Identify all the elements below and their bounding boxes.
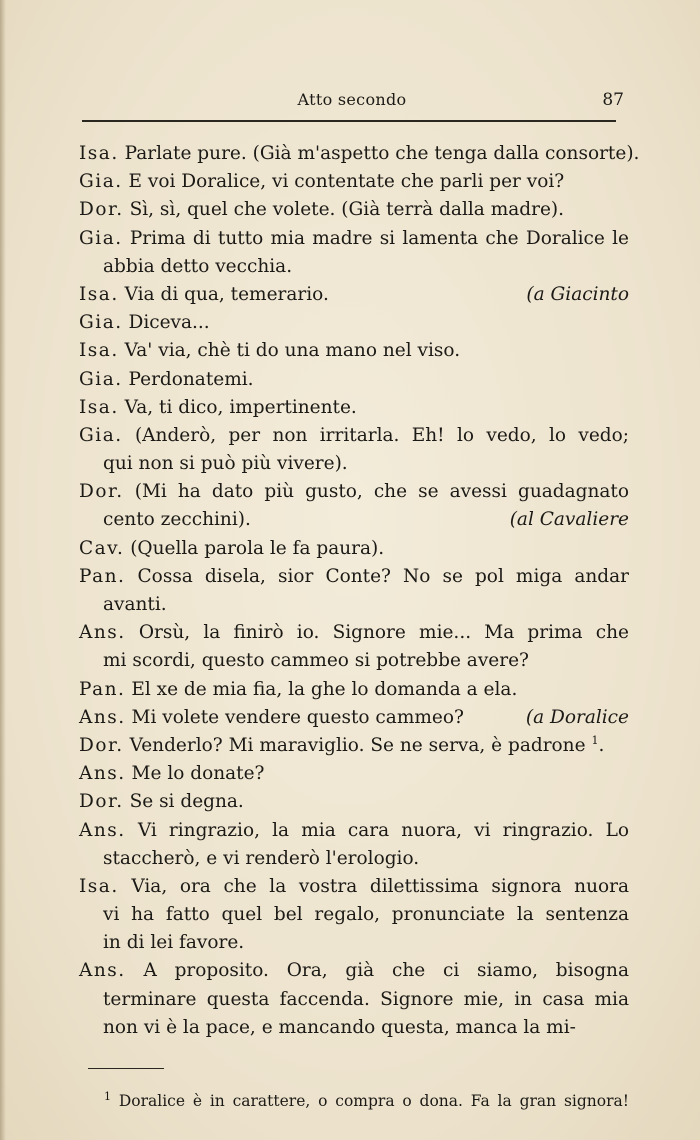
- dialogue-line: [79, 873, 629, 901]
- speech-text: E voi Doralice, vi contentate che parli per voi?: [128, 171, 565, 193]
- speaker-name: Gia.: [79, 312, 123, 334]
- speech-text: Via, ora che la vostra dilettissima signora nuora: [131, 875, 629, 897]
- header-rule: [82, 120, 616, 122]
- dialogue-continuation: [79, 845, 629, 873]
- speech-text: cento zecchini).: [103, 509, 251, 531]
- dialogue-line: [79, 225, 629, 253]
- speech-text: qui non si può più vivere).: [103, 453, 348, 475]
- stage-direction: (al Cavaliere: [509, 509, 629, 531]
- stage-direction: (a Giacinto: [526, 283, 629, 305]
- stage-direction: (a Doralice: [525, 706, 629, 728]
- speaker-name: Isa.: [79, 875, 119, 897]
- speech-text: Va, ti dico, impertinente.: [124, 396, 357, 418]
- dialogue-line: [79, 140, 640, 168]
- speaker-name: Dor.: [79, 481, 124, 503]
- speech-text: terminare questa faccenda. Signore mie, in casa mia: [103, 988, 629, 1010]
- dialogue-continuation: [79, 901, 629, 929]
- speech-text: Parlate pure. (Già m'aspetto che tenga dalla consorte).: [124, 143, 640, 164]
- dialogue-continuation: [79, 986, 629, 1014]
- dialogue-continuation: [79, 506, 629, 534]
- speech-text: Mi volete vendere questo cammeo?: [131, 706, 464, 728]
- speech-text: Prima di tutto mia madre si lamenta che Doralice le: [129, 227, 629, 249]
- speaker-name: Dor.: [79, 791, 124, 813]
- dialogue-line: [79, 422, 629, 450]
- dialogue-line: [79, 563, 629, 591]
- speech-text: Via di qua, temerario.: [124, 283, 329, 305]
- dialogue-line: [79, 394, 629, 422]
- dialogue-line: [79, 704, 629, 732]
- running-head: Atto secondo: [297, 90, 407, 109]
- dialogue-continuation: [79, 253, 629, 281]
- speaker-name: Cav.: [79, 537, 125, 559]
- dialogue-line: [79, 760, 629, 788]
- speaker-name: Isa.: [79, 283, 119, 305]
- page-edge: [0, 0, 6, 1140]
- dialogue-line: [79, 817, 629, 845]
- speech-text: Vi ringrazio, la mia cara nuora, vi ringrazio. Lo: [137, 819, 629, 841]
- dialogue-line: [79, 535, 629, 563]
- dialogue-continuation: [79, 647, 629, 675]
- speaker-name: Gia.: [79, 368, 123, 390]
- speech-text: Me lo donate?: [131, 763, 265, 785]
- footnote: [104, 1089, 629, 1110]
- dialogue-line: [79, 788, 629, 816]
- speech-text: (Mi ha dato più gusto, che se avessi guadagnato: [134, 481, 629, 503]
- speaker-name: Isa.: [79, 143, 119, 164]
- dialogue-line: [79, 168, 629, 196]
- speaker-name: Ans.: [79, 622, 126, 644]
- dialogue-continuation: [79, 1014, 629, 1042]
- speaker-name: Gia.: [79, 171, 123, 193]
- speech-text: Se si degna.: [129, 791, 244, 813]
- dialogue-line: [79, 478, 629, 506]
- speaker-name: Gia.: [79, 424, 123, 446]
- speech-text: in di lei favore.: [103, 932, 245, 954]
- speech-text: vi ha fatto quel bel regalo, pronunciate la sentenza: [103, 904, 629, 926]
- speech-text: Orsù, la finirò io. Signore mie... Ma prima che: [138, 622, 629, 644]
- speech-text: Diceva...: [128, 312, 210, 334]
- dialogue-line: [79, 676, 629, 704]
- dialogue-line: [79, 957, 629, 985]
- speech-text: Perdonatemi.: [128, 368, 254, 390]
- dialogue-line: Dor. Venderlo? Mi maraviglio. Se ne serva, è padrone $^1$.: [79, 733, 605, 756]
- speech-text: (Quella parola le fa paura).: [130, 537, 385, 559]
- speech-text: abbia detto vecchia.: [103, 255, 293, 277]
- page-header: [80, 90, 624, 114]
- speaker-name: Ans.: [79, 706, 126, 728]
- speaker-name: Isa.: [79, 396, 119, 418]
- dialogue-line: [79, 337, 629, 365]
- dialogue-line: [79, 619, 629, 647]
- speech-text: Cossa disela, sior Conte? No se pol miga andar: [137, 565, 629, 587]
- speaker-name: Ans.: [79, 763, 126, 785]
- speech-text: avanti.: [103, 594, 167, 615]
- footnote-marker: 1: [104, 1089, 111, 1103]
- speaker-name: Gia.: [79, 227, 123, 249]
- speech-text: mi scordi, questo cammeo si potrebbe avere?: [103, 650, 529, 672]
- footnote-rule: [88, 1068, 164, 1069]
- speaker-name: Ans.: [79, 960, 126, 982]
- speaker-name: Dor.: [79, 199, 124, 221]
- dialogue-continuation: [79, 591, 629, 619]
- speaker-name: Pan.: [79, 678, 126, 700]
- dialogue-text: [79, 140, 640, 1042]
- speech-text: Venderlo? Mi maraviglio. Se ne serva, è padrone: [129, 734, 586, 756]
- dialogue-line: [79, 366, 629, 394]
- dialogue-line: [79, 196, 629, 224]
- speech-text: El xe de mia fia, la ghe lo domanda a ela.: [131, 678, 518, 700]
- speaker-name: Ans.: [79, 819, 126, 841]
- speaker-name: Dor.: [79, 734, 124, 756]
- speaker-name: Isa.: [79, 340, 119, 362]
- dialogue-line: [79, 281, 629, 309]
- footnote-reference: 1: [591, 733, 599, 747]
- speaker-name: Pan.: [79, 565, 126, 587]
- footnote-text: Doralice è in carattere, o compra o dona. Fa la gran signora!: [118, 1092, 629, 1110]
- dialogue-continuation: [79, 929, 629, 957]
- page-number: 87: [602, 90, 624, 110]
- dialogue-line: [79, 309, 629, 337]
- speech-text: staccherò, e vi renderò l'erologio.: [103, 847, 420, 869]
- speech-text: Sì, sì, quel che volete. (Già terrà dalla madre).: [129, 199, 565, 221]
- speech-text: (Anderò, per non irritarla. Eh! lo vedo, lo vedo;: [134, 424, 629, 446]
- speech-text: non vi è la pace, e mancando questa, manca la mi-: [103, 1016, 576, 1038]
- dialogue-continuation: [79, 450, 629, 478]
- speech-text: Va' via, chè ti do una mano nel viso.: [124, 340, 461, 362]
- speech-text: A proposito. Ora, già che ci siamo, bisogna: [143, 960, 629, 982]
